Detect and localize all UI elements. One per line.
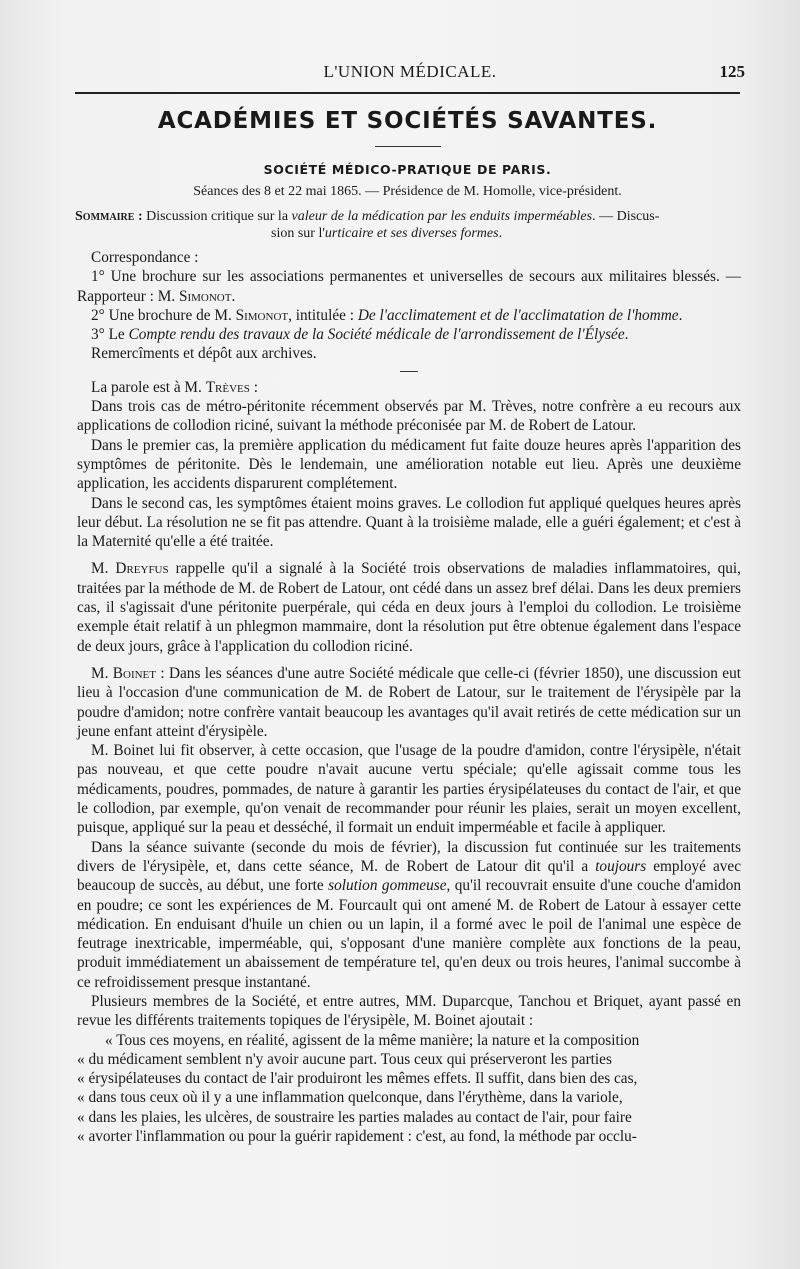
paragraph: M. Boinet lui fit observer, à cette occasion, que l'usage de la poudre d'amidon, contre l'érysipèle, n'était pas nouveau, et que cette poudre n'avait aucune vertu spéciale; qu'elle agissait comme tous les médicaments, poudres, pommades, de nature à garantir les parties érysipélateuses du contact de l'air, et que le collodion, par exemple, qu'on venait de recommander pour réunir les plaies, serait un moyen excellent, puisque, appliqué sur la peau et desséché, il formait un enduit imperméable et facile à appliquer. bbox=[77, 742, 741, 837]
paragraph: M. Boinet : Dans les séances d'une autre Société médicale que celle-ci (février 1850), une discussion eut lieu à l'occasion d'une communication de M. de Robert de Latour, sur le traitement de l'érysipèle par la poudre d'amidon; notre confrère vantait beaucoup les avantages qu'il avait retirés de cette médication sur un jeune enfant atteint d'érysipèle. bbox=[77, 664, 742, 740]
sommaire-text-3: sion sur l' bbox=[271, 226, 325, 241]
sommaire bbox=[75, 208, 740, 242]
sommaire-topic-1: valeur de la médication par les enduits imperméables bbox=[291, 209, 593, 224]
sommaire-topic-2: urticaire et ses diverses formes bbox=[324, 226, 499, 241]
title-rule bbox=[375, 146, 441, 147]
running-title: L'UNION MÉDICALE. bbox=[323, 62, 497, 81]
section-title: ACADÉMIES ET SOCIÉTÉS SAVANTES. bbox=[157, 108, 658, 134]
quote-line: « avorter l'inflammation ou pour la guérir rapidement : c'est, au fond, la méthode par occlu- bbox=[77, 1128, 637, 1146]
sommaire-text-4: . bbox=[498, 226, 503, 241]
paragraph: Remercîments et dépôt aux archives. bbox=[91, 345, 317, 363]
page-number: 125 bbox=[719, 62, 745, 81]
paragraph: Correspondance : bbox=[91, 249, 199, 266]
sommaire-text-2: . — Discus- bbox=[592, 209, 660, 224]
paragraph: 1° Une brochure sur les associations permanentes et universelles de secours aux militaires blessés. — Rapporteur : M. Simonot. bbox=[77, 268, 741, 305]
quote-line: « Tous ces moyens, en réalité, agissent de la même manière; la nature et la composition bbox=[105, 1031, 640, 1049]
paragraph: 3° Le Compte rendu des travaux de la Société médicale de l'arrondissement de l'Élysée. bbox=[91, 326, 629, 344]
quote-line: « du médicament semblent n'y avoir aucune part. Tous ceux qui préserveront les parties bbox=[77, 1050, 612, 1068]
section-dash bbox=[77, 366, 741, 376]
paragraph: Dans trois cas de métro-péritonite récemment observés par M. Trèves, notre confrère a eu recours aux applications de collodion riciné, suivant la méthode préconisée par M. de Robert de Latour. bbox=[77, 398, 741, 435]
session-line: Séances des 8 et 22 mai 1865. — Présidence de M. Homolle, vice-président. bbox=[193, 184, 622, 199]
paragraph: M. Dreyfus rappelle qu'il a signalé à la Société trois observations de maladies inflammatoires, qui, traitées par la méthode de M. de Robert de Latour, ont cédé dans un assez bref délai. Dans les deux premiers cas, il s'agissait d'une péritonite puerpérale, qui céda en deux jours à l'emploi du collodion. Le troisième exemple était relatif à un phlegmon mammaire, dont la résolution put être obtenue également dans l'espace de deux jours, grâce à l'application du collodion riciné. bbox=[77, 560, 741, 655]
paragraph: 2° Une brochure de M. Simonot, intitulée : De l'acclimatement et de l'acclimatation de l'homme. bbox=[91, 306, 683, 324]
quote-line: « érysipélateuses du contact de l'air produiront les mêmes effets. Il suffit, dans bien des cas, bbox=[77, 1070, 638, 1088]
paragraph: Dans le second cas, les symptômes étaient moins graves. Le collodion fut appliqué quelques heures après leur début. La résolution ne se fit pas attendre. Quant à la troisième malade, elle a guéri également; et c'est à la Maternité qu'elle a été traitée. bbox=[77, 494, 741, 551]
article-body bbox=[77, 248, 741, 1146]
paragraph: La parole est à M. Trèves : bbox=[91, 378, 258, 396]
society-heading: SOCIÉTÉ MÉDICO-PRATIQUE DE PARIS. bbox=[263, 162, 552, 177]
sommaire-label: Sommaire : bbox=[75, 209, 143, 224]
quote-line: « dans tous ceux où il y a une inflammation quelconque, dans l'érythème, dans la variole, bbox=[77, 1089, 623, 1107]
quote-line: « dans les plaies, les ulcères, de soustraire les parties malades au contact de l'air, pour faire bbox=[77, 1108, 632, 1126]
running-head bbox=[75, 62, 745, 86]
paragraph: Plusieurs membres de la Société, et entre autres, MM. Duparcque, Tanchou et Briquet, ayant passé en revue les différents traitements topiques de l'érysipèle, M. Boinet ajoutait : bbox=[77, 992, 741, 1030]
header-rule bbox=[75, 92, 740, 94]
sommaire-text-1: Discussion critique sur la bbox=[142, 209, 292, 224]
paragraph: Dans la séance suivante (seconde du mois de février), la discussion fut continuée sur les traitements divers de l'érysipèle, et, dans cette séance, M. de Robert de Latour dit qu'il a toujours employé avec beaucoup de succès, au début, une forte solution gommeuse, qu'il recouvrait ensuite d'une couche d'amidon en poudre; ce sont les expériences de M. Fourcault qui ont amené M. de Robert de Latour à essayer cette médication. En enduisant d'huile un chien ou un lapin, il a formé avec le poil de l'animal une espèce de feutrage inextricable, imperméable, qui, s'opposant d'une manière complète aux fonctions de la peau, produit immédiatement un abaissement de température tel, qu'en deux ou trois heures, l'animal succombe à ce refroidissement presque instantané. bbox=[77, 838, 742, 991]
paragraph: Dans le premier cas, la première application du médicament fut faite douze heures après l'apparition des symptômes de péritonite. Dès le lendemain, une amélioration notable eut lieu. Après une deuxième application, les accidents disparurent complétement. bbox=[77, 436, 741, 493]
